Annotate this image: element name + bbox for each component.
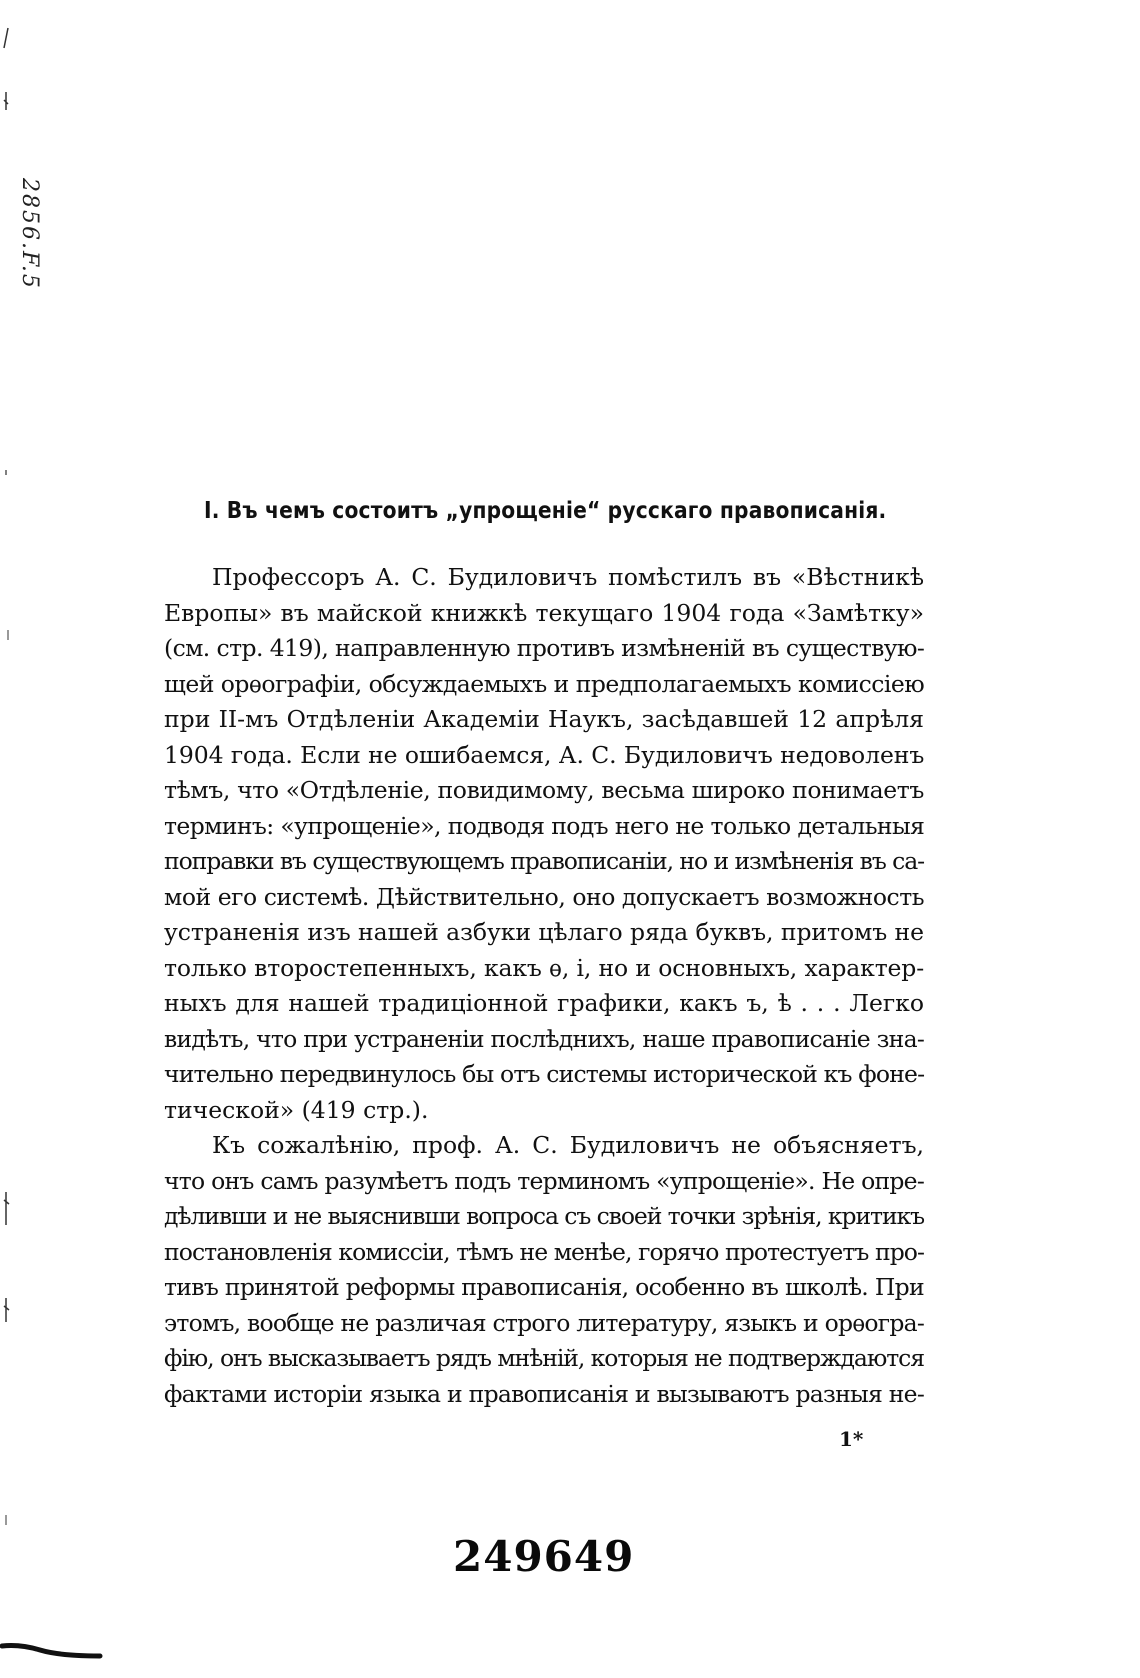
text-line: Профессоръ А. С. Будиловичъ помѣстилъ въ «Вѣстникѣ xyxy=(212,563,924,591)
signature-mark: 1* xyxy=(839,1427,864,1451)
text-line: 1904 года. Если не ошибаемся, А. С. Будиловичъ недоволенъ xyxy=(164,740,925,769)
text-line: мой его системѣ. Дѣйствительно, оно допускаетъ возможность xyxy=(164,882,925,911)
text-line: фактами исторіи языка и правописанія и вызываютъ разныя не- xyxy=(164,1379,924,1408)
chapter-heading: I. Въ чемъ состоитъ „упрощеніе“ русскаго правописанія. xyxy=(204,498,887,524)
text-line: фію, онъ высказываетъ рядъ мнѣній, которыя не подтверждаются xyxy=(164,1344,924,1372)
text-line: только второстепенныхъ, какъ ѳ, і, но и основныхъ, характер- xyxy=(164,953,924,982)
text-line: (см. стр. 419), направленную противъ измѣненій въ существую- xyxy=(164,634,925,662)
text-line: Къ сожалѣнію, проф. А. С. Будиловичъ не объясняетъ, xyxy=(212,1131,924,1159)
text-line: чительно передвинулось бы отъ системы исторической къ фоне- xyxy=(164,1060,925,1088)
handwritten-shelf-mark: 2856.F.5 xyxy=(17,178,42,290)
bottom-edge-smudge xyxy=(0,1640,110,1660)
text-line: этомъ, вообще не различая строго литературу, языкъ и орѳогра- xyxy=(164,1308,924,1337)
text-line: дѣливши и не выяснивши вопроса съ своей точки зрѣнія, критикъ xyxy=(164,1202,924,1230)
text-line: ныхъ для нашей традиціонной графики, какъ ъ, ѣ . . . Легко xyxy=(164,989,924,1017)
text-line: тѣмъ, что «Отдѣленіе, повидимому, весьма широко понимаетъ xyxy=(164,776,925,804)
text-line: видѣть, что при устраненіи послѣднихъ, наше правописаніе зна- xyxy=(164,1024,924,1053)
text-line: щей орѳографіи, обсуждаемыхъ и предполагаемыхъ комиссіею xyxy=(164,669,925,698)
text-line: что онъ самъ разумѣетъ подъ терминомъ «упрощеніе». Не опре- xyxy=(164,1166,924,1195)
paragraph-2 xyxy=(164,1128,924,1412)
paragraph-1 xyxy=(164,560,924,1128)
text-line: постановленія комиссіи, тѣмъ не менѣе, горячо протестуетъ про- xyxy=(164,1237,925,1266)
text-line: тивъ принятой реформы правописанія, особенно въ школѣ. При xyxy=(164,1273,924,1301)
text-line: тической» (419 стр.). xyxy=(164,1095,429,1124)
body-text xyxy=(164,560,924,1412)
library-stamp-number: 249649 xyxy=(453,1532,635,1581)
text-line: устраненія изъ нашей азбуки цѣлаго ряда буквъ, притомъ не xyxy=(164,918,924,946)
text-line: терминъ: «упрощеніе», подводя подъ него не только детальныя xyxy=(164,811,925,840)
text-line: при II-мъ Отдѣленіи Академіи Наукъ, засѣдавшей 12 апрѣля xyxy=(164,705,924,733)
text-line: Европы» въ майской книжкѣ текущаго 1904 года «Замѣтку» xyxy=(164,598,924,627)
text-line: поправки въ существующемъ правописаніи, но и измѣненія въ са- xyxy=(164,847,924,875)
